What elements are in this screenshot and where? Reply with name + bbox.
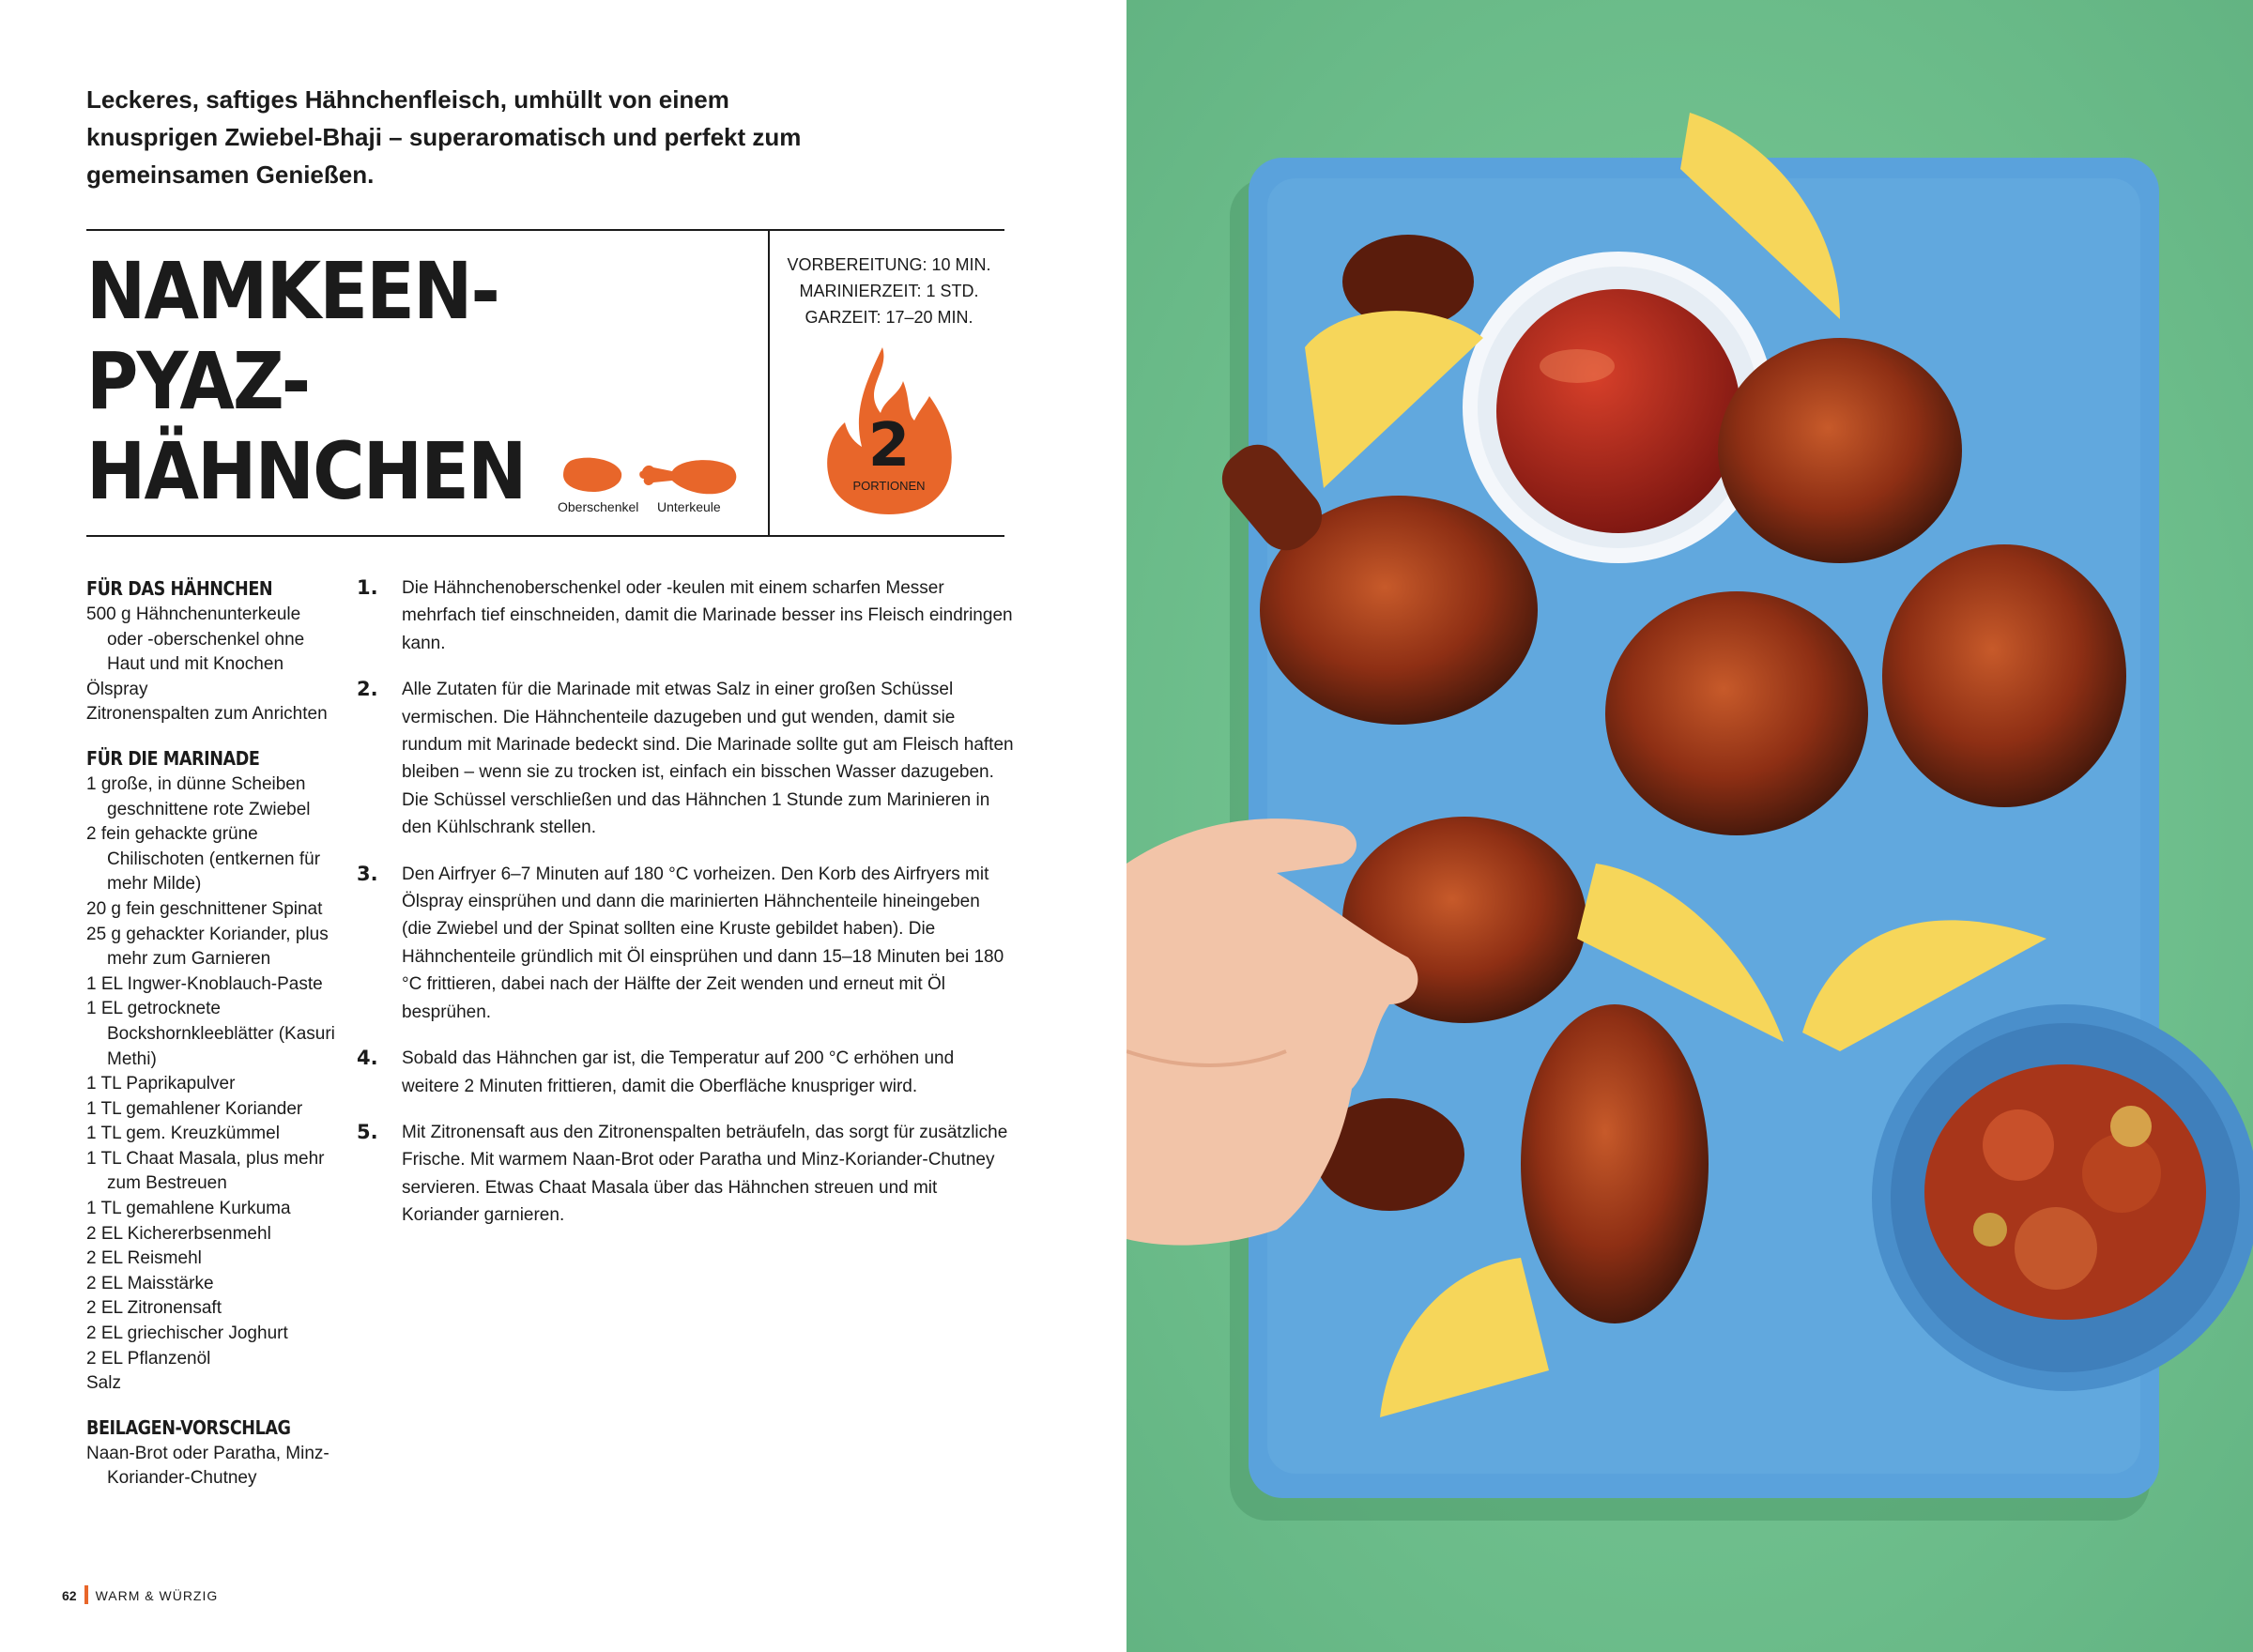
chutney-bowl [1872,1004,2253,1391]
ingredient-section-heading: FÜR DIE MARINADE [86,746,260,770]
ingredient-item: Zitronenspalten zum Anrichten [86,704,328,725]
thigh-icon [563,458,621,492]
step-text: Den Airfryer 6–7 Minuten auf 180 °C vorheizen. Den Korb des Airfryers mit Ölspray einsprühen und dann die marinierten Hähnchenteile hineingeben (die Zwiebel und der Spinat sollten eine Kruste gebildet haben). Die Hähnchenteile gründlich mit Öl einsprühen und dann 15–18 Minuten bei 180 °C frittieren, dabei nach der Hälfte der Zeit wenden und erneut mit Öl besprühen. [402,864,1004,1022]
ingredient-item: Salz [86,1373,121,1394]
ingredient-item: 2 EL Maisstärke [86,1273,214,1293]
method-step [357,676,1014,841]
step-number: 2. [357,678,378,701]
recipe-page [0,0,1126,1652]
ingredient-item: 2 fein gehackte grüne Chilischoten (entkernen für mehr Milde) [86,824,321,895]
header-top-rule [86,229,1004,231]
page-footer [62,1585,218,1604]
drumstick-icon [639,460,736,494]
section-name: WARM & WÜRZIG [95,1588,219,1603]
ingredient-section-heading: FÜR DAS HÄHNCHEN [86,577,273,600]
ingredient-item: 500 g Hähnchenunterkeule oder -oberschenkel ohne Haut und mit Knochen [86,604,305,675]
ingredient-item: 1 große, in dünne Scheiben geschnittene rote Zwiebel [86,773,311,819]
ingredient-item: 1 TL gem. Kreuzkümmel [86,1124,280,1144]
ingredient-item: 2 EL Reismehl [86,1248,202,1269]
method-step [357,574,1014,657]
step-text: Die Hähnchenoberschenkel oder -keulen mit einem scharfen Messer mehrfach tief einschneiden, damit die Marinade besser ins Fleisch eindringen kann. [402,578,1013,653]
portions-flame-icon [824,344,954,516]
ingredient-item: 1 TL Chaat Masala, plus mehr zum Bestreuen [86,1148,325,1194]
method-step [357,861,1014,1026]
step-number: 1. [357,576,378,599]
footer-accent-bar [84,1585,88,1604]
ingredient-item: 1 EL getrocknete Bockshornkleeblätter (Kasuri Methi) [86,999,335,1069]
cook-time: GARZEIT: 17–20 MIN. [805,308,973,327]
step-text: Sobald das Hähnchen gar ist, die Temperatur auf 200 °C erhöhen und weitere 2 Minuten frittieren, damit die Oberfläche knuspriger wird. [402,1048,955,1096]
title-line-1: NAMKEEN-PYAZ- [86,245,499,427]
ingredient-item: 1 EL Ingwer-Knoblauch-Paste [86,973,323,994]
prep-time: VORBEREITUNG: 10 MIN. [787,255,991,274]
step-text: Alle Zutaten für die Marinade mit etwas Salz in einer großen Schüssel vermischen. Die Hähnchenteile dazugeben und gut wenden, damit sie rundum mit Marinade bedeckt sind. Die Marinade sollte gut am Fleisch haften bleiben – wenn sie zu trocken ist, einfach ein bisschen Wasser dazugeben. Die Schüssel verschließen und das Hähnchen 1 Stunde zum Marinieren in den Kühlschrank stellen. [402,680,1014,838]
step-text: Mit Zitronensaft aus den Zitronenspalten beträufeln, das sorgt für zusätzliche Frische. Mit warmem Naan-Brot oder Paratha und Minz-Koriander-Chutney servieren. Etwas Chaat Masala über das Hähnchen streuen und mit Koriander garnieren. [402,1122,1008,1226]
method-step [357,1045,1014,1100]
ingredient-item: 1 TL gemahlene Kurkuma [86,1199,291,1219]
ingredient-item: 25 g gehackter Koriander, plus mehr zum Garnieren [86,924,329,970]
marinate-time: MARINIERZEIT: 1 STD. [799,282,979,300]
header-divider [768,231,770,535]
step-number: 5. [357,1120,378,1143]
intro-text: Leckeres, saftiges Hähnchenfleisch, umhüllt von einem knusprigen Zwiebel-Bhaji – superaromatisch und perfekt zum gemeinsamen Genießen. [86,85,802,189]
page-number: 62 [62,1588,77,1603]
food-photo [1126,0,2253,1652]
ingredients-column [86,574,340,1508]
step-number: 3. [357,862,378,885]
ingredient-item: 1 TL gemahlener Koriander [86,1098,303,1119]
method-steps [357,574,1014,1248]
portions-label: PORTIONEN [852,479,926,493]
ingredient-item: 20 g fein geschnittener Spinat [86,898,323,919]
ingredient-item: 2 EL griechischer Joghurt [86,1323,288,1344]
drumstick-label: Unterkeule [657,499,721,514]
ingredient-item: 2 EL Zitronensaft [86,1298,222,1319]
ingredient-section [86,1414,340,1491]
step-number: 4. [357,1047,378,1070]
ingredient-item: 2 EL Pflanzenöl [86,1348,211,1369]
ingredient-section-heading: BEILAGEN-VORSCHLAG [86,1415,291,1439]
header-bottom-rule [86,535,1004,537]
method-step [357,1119,1014,1230]
ingredient-section [86,574,340,727]
ingredient-section [86,744,340,1397]
ingredient-item: 1 TL Paprikapulver [86,1074,236,1094]
ingredient-item: 2 EL Kichererbsenmehl [86,1223,271,1244]
thigh-label: Oberschenkel [558,499,639,514]
portions-number: 2 [867,411,911,481]
ingredient-item: Ölspray [86,679,148,699]
title-line-2: HÄHNCHEN [86,425,526,517]
ingredient-item: Naan-Brot oder Paratha, Minz-Koriander-Chutney [86,1443,330,1489]
time-info [772,252,1006,330]
